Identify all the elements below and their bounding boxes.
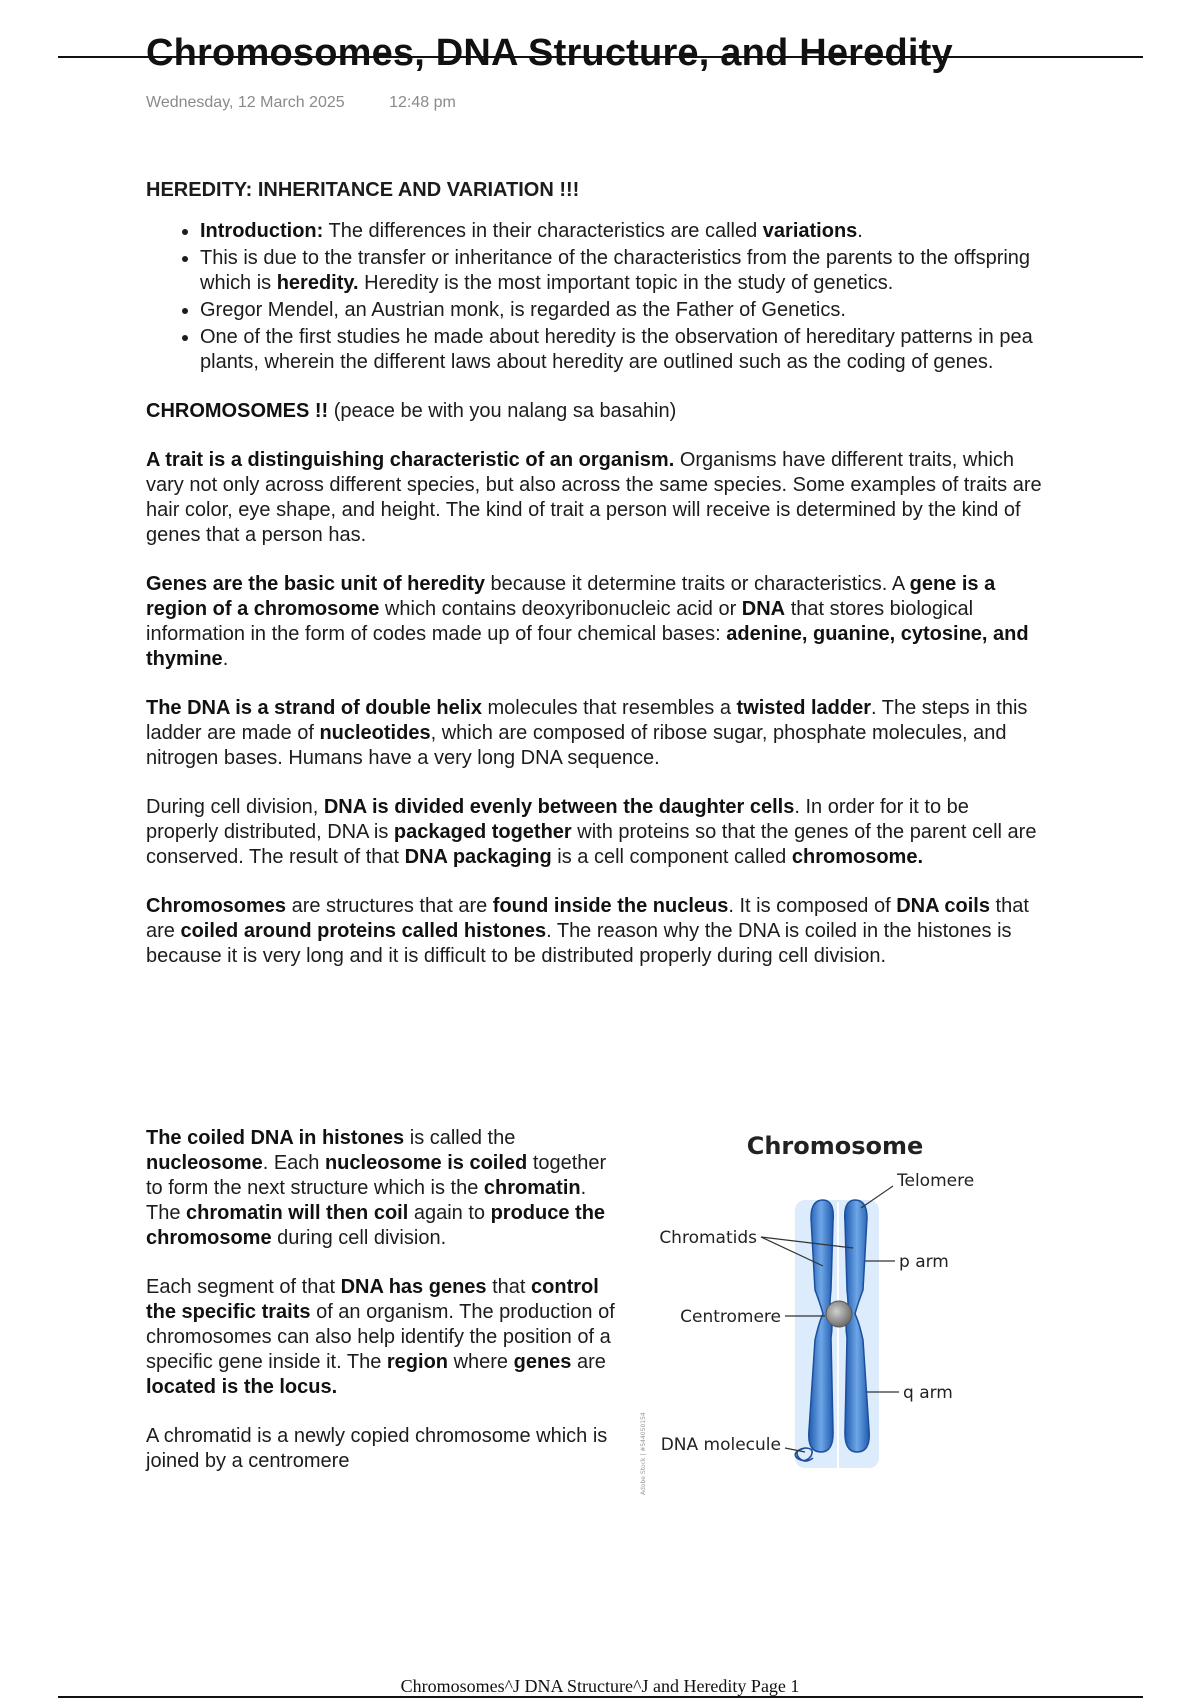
stock-watermark: Adobe Stock | #544050154 — [640, 1412, 647, 1495]
chromatids-label: Chromatids — [659, 1228, 757, 1248]
list-item: • One of the first studies he made about heredity is the observation of hereditary patterns in pea plants, wherein the different laws about heredity are outlined such as the coding of genes. — [200, 325, 1046, 375]
trait-paragraph: A trait is a distinguishing characteristic of an organism. Organisms have different traits, which vary not only across different species, but also across the same species. Some examples of traits are hair color, eye shape, and height. The kind of trait a person will receive is determined by the kind of genes that a person has. — [146, 449, 1042, 546]
list-item: • This is due to the transfer or inheritance of the characteristics from the parents to the offspring which is heredity. Heredity is the most important topic in the study of genetics. — [200, 246, 1046, 296]
p-arm-label: p arm — [899, 1252, 949, 1272]
heredity-bullet-list — [146, 219, 1046, 375]
list-item: • Introduction: The differences in their characteristics are called variations. — [200, 219, 1046, 244]
genes-paragraph: Genes are the basic unit of heredity because it determine traits or characteristics. A gene is a region of a chromosome which contains deoxyribonucleic acid or DNA that stores biological information in the form of codes made up of four chemical bases: adenine, guanine, cytosine, and thymine. — [146, 573, 1029, 670]
cell-division-paragraph: During cell division, DNA is divided evenly between the daughter cells. In order for it to be properly distributed, DNA is packaged together with proteins so that the genes of the parent cell are conserved. The result of that DNA packaging is a cell component called chromosome. — [146, 796, 1037, 868]
list-item: • Gregor Mendel, an Austrian monk, is regarded as the Father of Genetics. — [200, 298, 1046, 323]
heredity-heading: HEREDITY: INHERITANCE AND VARIATION !!! — [146, 179, 580, 201]
centromere-bead — [826, 1301, 852, 1327]
note-body — [146, 178, 1046, 993]
q-arm-label: q arm — [903, 1383, 953, 1403]
chromosomes-heading: CHROMOSOMES !! (peace be with you nalang sa basahin) — [146, 400, 677, 422]
footer-rule — [58, 1696, 1143, 1698]
telomere-label: Telomere — [897, 1171, 975, 1191]
figure-title: Chromosome — [746, 1132, 924, 1160]
chromosomes-paragraph: Chromosomes are structures that are found inside the nucleus. It is composed of DNA coils that are coiled around proteins called histones. The reason why the DNA is coiled in the histones is because it is very long and it is difficult to be distributed properly during cell division. — [146, 895, 1029, 967]
page-title: Chromosomes, DNA Structure, and Heredity — [146, 32, 953, 74]
dna-molecule-label: DNA molecule — [660, 1435, 781, 1455]
dna-paragraph: The DNA is a strand of double helix molecules that resembles a twisted ladder. The steps in this ladder are made of nucleotides, which are composed of ribose sugar, phosphate molecules, and nitrogen bases. Humans have a very long DNA sequence. — [146, 697, 1028, 769]
centromere-label: Centromere — [680, 1307, 781, 1327]
nucleosome-paragraph: The coiled DNA in histones is called the nucleosome. Each nucleosome is coiled together to form the next structure which is the chromatin. The chromatin will then coil again to produce the chromosome during cell division. — [146, 1127, 607, 1249]
chromosome-figure — [640, 1130, 1075, 1500]
page-time: 12:48 pm — [389, 94, 456, 111]
chromosome-diagram — [640, 1130, 1075, 1500]
page-footer: Chromosomes^J DNA Structure^J and Heredity Page 1 — [400, 1676, 800, 1696]
page-meta — [146, 94, 456, 112]
left-column — [146, 1126, 616, 1498]
segment-paragraph: Each segment of that DNA has genes that control the specific traits of an organism. The production of chromosomes can also help identify the position of a specific gene inside it. The region where genes are located is the locus. — [146, 1276, 615, 1398]
page-date: Wednesday, 12 March 2025 — [146, 94, 345, 111]
chromatid-paragraph: A chromatid is a newly copied chromosome which is joined by a centromere — [146, 1425, 608, 1472]
